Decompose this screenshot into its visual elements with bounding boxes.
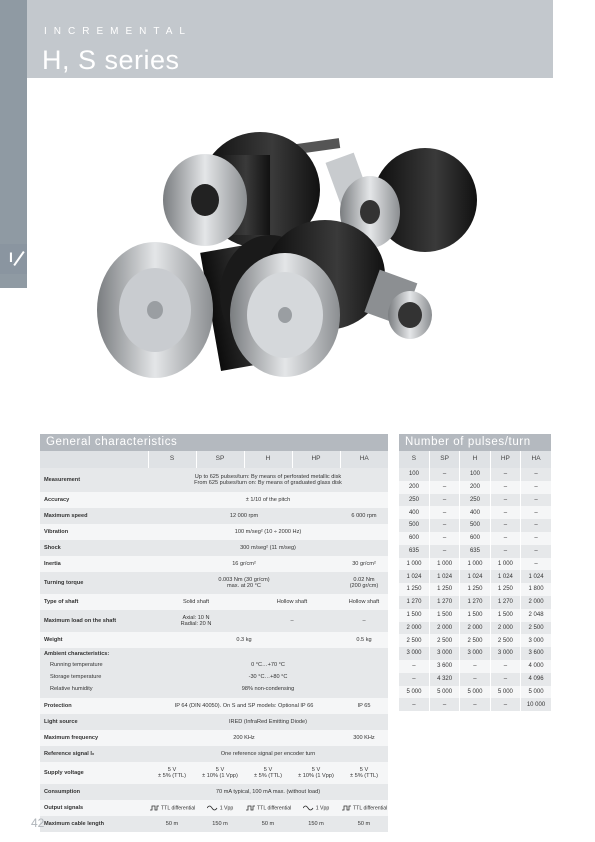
- column-header: H: [460, 451, 490, 468]
- chapter-tab[interactable]: [0, 244, 27, 274]
- cable-length: 150 m: [212, 820, 228, 827]
- shaft-hollow-ha: Hollow shaft: [348, 598, 380, 605]
- column-header: HP: [490, 451, 520, 468]
- table-row: [40, 468, 388, 492]
- table-cell: 4 096: [521, 673, 551, 686]
- torque-ha-line: (200 gr/cm): [349, 583, 379, 589]
- cable-length: 150 m: [308, 820, 324, 827]
- square-wave-icon: [150, 805, 159, 811]
- table-cell: 4 000: [521, 660, 551, 673]
- table-row: [40, 594, 388, 610]
- row-label: Accuracy: [44, 496, 70, 503]
- sine-wave-icon: [207, 805, 218, 811]
- measurement-value: [148, 468, 388, 492]
- table-row: [399, 570, 551, 583]
- supply-value: [148, 762, 196, 784]
- row-label: Reference signal I₀: [44, 750, 95, 757]
- page-title: H, S series: [42, 45, 180, 75]
- storage-value: -30 °C…+80 °C: [248, 674, 288, 680]
- table-row: [399, 545, 551, 558]
- table-cell: –: [490, 481, 520, 494]
- supply-tolerance: ± 10% (1 Vpp): [298, 773, 334, 779]
- torque-ha-line: 0.02 Nm: [353, 576, 375, 583]
- output-signal: [244, 800, 292, 816]
- table-cell: –: [521, 545, 551, 558]
- table-cell: –: [429, 494, 459, 507]
- max-freq-value: 200 KHz: [233, 734, 255, 741]
- ambient-cell: [40, 648, 148, 698]
- table-cell: 100: [460, 468, 490, 481]
- table-cell: 4 320: [429, 673, 459, 686]
- table-cell: –: [412, 663, 416, 670]
- table-row: [399, 532, 551, 545]
- table-cell: 635: [460, 545, 490, 558]
- header-blank: [40, 451, 148, 468]
- table-cell: –: [429, 545, 459, 558]
- general-characteristics-title: General characteristics: [40, 434, 388, 451]
- table-cell: –: [490, 673, 520, 686]
- table-cell: 3 000: [521, 634, 551, 647]
- supply-volts: 5 V: [167, 766, 177, 773]
- table-cell: 2 000: [490, 622, 520, 635]
- table-row: [40, 762, 388, 784]
- table-cell: 500: [460, 519, 490, 532]
- table-cell: –: [460, 698, 490, 711]
- table-cell: 2 048: [521, 609, 551, 622]
- row-label: Inertia: [44, 560, 61, 567]
- page-number: 42: [31, 816, 45, 830]
- output-signal-label: TTL differential: [353, 805, 388, 812]
- column-header: SP: [196, 451, 244, 468]
- table-cell: –: [490, 506, 520, 519]
- max-speed-value: 12 000 rpm: [229, 512, 259, 519]
- table-cell: 1 024: [521, 570, 551, 583]
- table-row: [399, 698, 551, 711]
- table-cell: –: [521, 558, 551, 571]
- table-cell: 3 600: [429, 660, 459, 673]
- table-cell: –: [521, 519, 551, 532]
- table-cell: –: [429, 468, 459, 481]
- column-header: H: [244, 451, 292, 468]
- column-header: S: [399, 451, 429, 468]
- table-row: [399, 673, 551, 686]
- table-cell: 2 000: [429, 622, 459, 635]
- row-label: Supply voltage: [44, 769, 84, 776]
- supply-tolerance: ± 10% (1 Vpp): [202, 773, 238, 779]
- consumption-value: 70 mA typical, 100 mA max. (without load): [215, 788, 321, 795]
- column-header: HA: [340, 451, 388, 468]
- output-signal-label: TTL differential: [257, 805, 292, 812]
- shaft-hollow: Hollow shaft: [276, 598, 308, 605]
- cable-length: 50 m: [261, 820, 275, 827]
- table-cell: 5 000: [406, 688, 422, 695]
- table-row: [40, 572, 388, 594]
- ambient-spacer: [150, 651, 386, 662]
- table-row: [40, 714, 388, 730]
- row-label: Output signals: [44, 804, 84, 811]
- measurement-line: Up to 625 pulses/turn: By means of perforated metallic disk: [194, 473, 342, 480]
- table-cell: 1 500: [406, 612, 422, 619]
- series-label: INCREMENTAL: [44, 26, 192, 37]
- slash-icon: [13, 251, 24, 266]
- row-label: Ambient characteristics:: [44, 651, 110, 657]
- table-cell: 2 000: [460, 622, 490, 635]
- supply-value: [244, 762, 292, 784]
- output-signal: [340, 800, 388, 816]
- table-cell: 2 500: [406, 637, 422, 644]
- table-cell: 1 250: [490, 583, 520, 596]
- table-row: [399, 622, 551, 635]
- table-row: [399, 468, 551, 481]
- torque-ha: [340, 572, 388, 594]
- table-header-row: [40, 451, 388, 468]
- table-row: [399, 647, 551, 660]
- column-header: S: [148, 451, 196, 468]
- shaft-solid: Solid shaft: [182, 598, 210, 605]
- table-cell: 500: [408, 522, 419, 529]
- load-value: [148, 610, 244, 632]
- table-cell: 250: [460, 494, 490, 507]
- table-cell: 5 000: [460, 686, 490, 699]
- output-signal: [196, 800, 244, 816]
- table-row: [399, 481, 551, 494]
- row-label: Maximum speed: [44, 512, 88, 519]
- table-cell: 2 000: [406, 624, 422, 631]
- table-row: [399, 609, 551, 622]
- output-signal-label: 1 Vpp: [219, 805, 234, 812]
- supply-volts: 5 V: [359, 766, 369, 773]
- cable-length: 50 m: [357, 820, 371, 827]
- storage-label: Storage temperature: [50, 674, 102, 680]
- row-label: Turning torque: [44, 579, 84, 586]
- table-cell: –: [490, 545, 520, 558]
- table-cell: –: [460, 673, 490, 686]
- table-cell: 100: [408, 471, 419, 478]
- table-cell: –: [429, 698, 459, 711]
- table-row: [40, 632, 388, 648]
- table-cell: 1 250: [406, 586, 422, 593]
- weight-value: 0.3 kg: [236, 636, 252, 643]
- table-cell: 3 600: [521, 647, 551, 660]
- table-cell: 1 500: [490, 609, 520, 622]
- table-row: [40, 816, 388, 832]
- light-value: IRED (InfraRed Emitting Diode): [228, 718, 308, 725]
- table-cell: 600: [408, 535, 419, 542]
- torque-line: 0.003 Nm (30 gr/cm): [218, 576, 270, 583]
- protection-value: IP 64 (DIN 40050). On S and SP models: Optional IP 66: [174, 702, 314, 709]
- table-cell: 1 270: [429, 596, 459, 609]
- row-label: Vibration: [44, 528, 69, 535]
- supply-value: [292, 762, 340, 784]
- row-label: Maximum frequency: [44, 734, 99, 741]
- torque-line: max. at 20 °C: [227, 583, 261, 589]
- table-cell: 250: [408, 496, 419, 503]
- row-label: Shock: [44, 544, 61, 551]
- table-cell: 600: [460, 532, 490, 545]
- table-cell: –: [460, 660, 490, 673]
- pulses-table-body: [399, 468, 551, 711]
- shock-value: 300 m/seg² (11 m/seg): [240, 544, 296, 551]
- measurement-line: From 625 pulses/turn on: By means of graduated glass disk: [194, 480, 342, 486]
- table-cell: 200: [408, 484, 419, 491]
- pulses-per-turn-title: Number of pulses/turn: [399, 434, 551, 451]
- table-cell: 2 500: [460, 634, 490, 647]
- table-cell: –: [521, 506, 551, 519]
- table-cell: 2 500: [490, 634, 520, 647]
- table-cell: –: [490, 519, 520, 532]
- table-cell: 1 000: [429, 558, 459, 571]
- supply-volts: 5 V: [263, 766, 273, 773]
- table-cell: 5 000: [521, 686, 551, 699]
- load-line: Radial: 20 N: [180, 621, 212, 627]
- table-cell: –: [490, 494, 520, 507]
- load-h: –: [290, 617, 294, 624]
- supply-tolerance: ± 5% (TTL): [350, 773, 378, 779]
- row-label: Type of shaft: [44, 598, 79, 605]
- column-header: SP: [429, 451, 459, 468]
- table-row: [399, 686, 551, 699]
- max-speed-ha: 6 000 rpm: [351, 512, 377, 519]
- inertia-value: 16 gr/cm²: [232, 560, 256, 567]
- table-cell: 1 024: [460, 570, 490, 583]
- humidity-value: 98% non-condensing: [241, 686, 295, 692]
- row-label: Weight: [44, 636, 63, 643]
- table-cell: –: [521, 532, 551, 545]
- table-cell: –: [521, 481, 551, 494]
- table-cell: –: [412, 701, 416, 708]
- ref-signal-value: One reference signal per encoder turn: [220, 750, 316, 757]
- accuracy-value: ± 1/10 of the pitch: [245, 496, 291, 503]
- table-cell: –: [429, 519, 459, 532]
- table-row: [399, 494, 551, 507]
- table-cell: 3 000: [429, 647, 459, 660]
- table-cell: 3 000: [406, 650, 422, 657]
- table-row: [399, 583, 551, 596]
- table-row: [40, 492, 388, 508]
- supply-tolerance: ± 5% (TTL): [254, 773, 282, 779]
- table-header-row: [399, 451, 551, 468]
- cable-length: 50 m: [165, 820, 179, 827]
- table-cell: 1 800: [521, 583, 551, 596]
- table-row: [399, 660, 551, 673]
- table-cell: 1 250: [429, 583, 459, 596]
- square-wave-icon: [246, 805, 255, 811]
- table-row: [399, 506, 551, 519]
- table-row: [40, 746, 388, 762]
- table-row: [40, 730, 388, 746]
- table-cell: 400: [460, 506, 490, 519]
- table-cell: –: [490, 698, 520, 711]
- table-cell: –: [412, 676, 416, 683]
- table-row: [40, 800, 388, 816]
- table-cell: 1 024: [429, 570, 459, 583]
- row-label: Maximum cable length: [44, 820, 104, 827]
- table-cell: 10 000: [521, 698, 551, 711]
- output-signal-label: 1 Vpp: [315, 805, 330, 812]
- column-header: HA: [521, 451, 551, 468]
- table-cell: 5 000: [429, 686, 459, 699]
- pulses-per-turn-table: [399, 451, 551, 711]
- table-cell: –: [490, 468, 520, 481]
- table-cell: 1 000: [490, 558, 520, 571]
- table-row: [399, 596, 551, 609]
- table-cell: 1 270: [490, 596, 520, 609]
- table-row: [40, 556, 388, 572]
- supply-volts: 5 V: [311, 766, 321, 773]
- table-cell: –: [429, 506, 459, 519]
- running-value: 0 °C…+70 °C: [251, 662, 285, 668]
- table-cell: 635: [408, 548, 419, 555]
- table-row: [40, 610, 388, 632]
- table-row: [40, 784, 388, 800]
- table-cell: –: [521, 468, 551, 481]
- max-freq-ha: 300 KHz: [353, 734, 375, 741]
- table-row: [399, 634, 551, 647]
- supply-volts: 5 V: [215, 766, 225, 773]
- weight-ha: 0.5 kg: [356, 636, 372, 643]
- row-label: Maximum load on the shaft: [44, 617, 117, 624]
- table-row: [40, 698, 388, 714]
- table-cell: 1 024: [406, 573, 422, 580]
- load-line: Axial: 10 N: [182, 614, 210, 621]
- table-cell: 1 270: [406, 599, 422, 606]
- product-photo: [70, 100, 510, 420]
- table-row: [40, 648, 388, 698]
- column-header: HP: [292, 451, 340, 468]
- square-wave-icon: [342, 805, 351, 811]
- table-cell: 1 000: [406, 560, 422, 567]
- table-cell: 5 000: [490, 686, 520, 699]
- load-ha: –: [362, 617, 366, 624]
- supply-value: [196, 762, 244, 784]
- table-cell: 1 500: [460, 609, 490, 622]
- sine-wave-icon: [303, 805, 314, 811]
- table-cell: –: [490, 660, 520, 673]
- table-row: [399, 519, 551, 532]
- table-cell: 2 000: [521, 596, 551, 609]
- supply-value: [340, 762, 388, 784]
- protection-ha: IP 65: [357, 702, 371, 709]
- table-cell: 1 024: [490, 570, 520, 583]
- table-cell: 3 000: [490, 647, 520, 660]
- running-label: Running temperature: [50, 662, 103, 668]
- table-cell: 1 250: [460, 583, 490, 596]
- output-signal-label: TTL differential: [161, 805, 196, 812]
- general-characteristics-table: [40, 451, 388, 832]
- table-cell: 3 000: [460, 647, 490, 660]
- table-cell: 2 500: [521, 622, 551, 635]
- table-row: [399, 558, 551, 571]
- table-cell: –: [521, 494, 551, 507]
- output-signal: [292, 800, 340, 816]
- row-label: Protection: [44, 702, 72, 709]
- ambient-values: [148, 648, 388, 698]
- vibration-value: 100 m/seg² (10 ÷ 2000 Hz): [234, 528, 302, 535]
- table-cell: –: [490, 532, 520, 545]
- chapter-letter: I: [9, 249, 13, 265]
- table-cell: 1 270: [460, 596, 490, 609]
- humidity-label: Relative humidity: [50, 686, 93, 692]
- row-label: Measurement: [44, 476, 81, 483]
- table-cell: –: [429, 532, 459, 545]
- table-cell: 1 500: [429, 609, 459, 622]
- table-row: [40, 508, 388, 524]
- row-label: Consumption: [44, 788, 81, 795]
- table-row: [40, 524, 388, 540]
- row-label: Light source: [44, 718, 78, 725]
- table-cell: 1 000: [460, 558, 490, 571]
- table-cell: 200: [460, 481, 490, 494]
- table-cell: 2 500: [429, 634, 459, 647]
- table-cell: 400: [408, 509, 419, 516]
- torque-value: [148, 572, 340, 594]
- inertia-ha: 30 gr/cm²: [352, 560, 376, 567]
- table-cell: –: [429, 481, 459, 494]
- supply-tolerance: ± 5% (TTL): [158, 773, 186, 779]
- table-row: [40, 540, 388, 556]
- output-signal: [148, 800, 196, 816]
